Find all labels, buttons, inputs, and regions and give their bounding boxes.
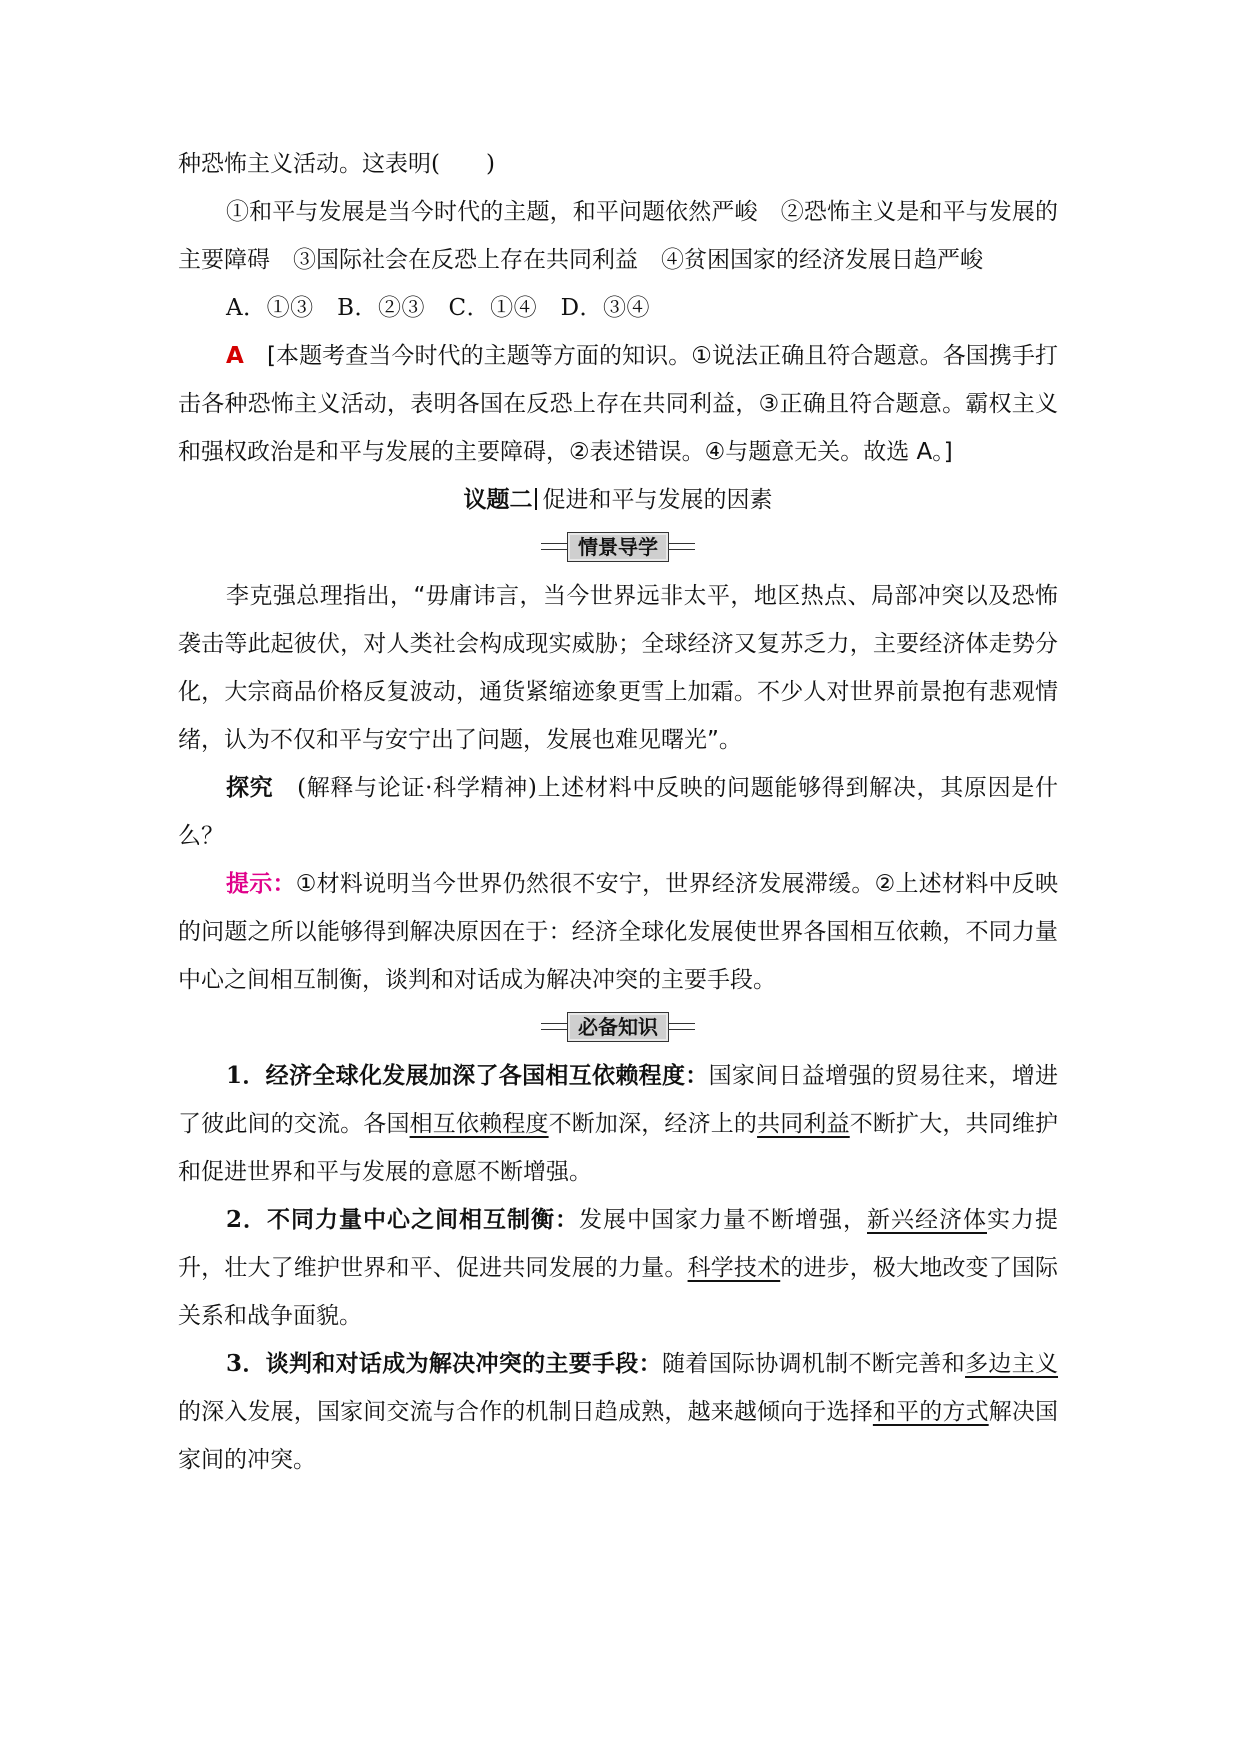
scene-tag bbox=[541, 532, 695, 562]
tag-left-rule bbox=[541, 1020, 567, 1034]
answer-explanation-text: [本题考查当今时代的主题等方面的知识。①说法正确且符合题意。各国携手打击各种恐怖主义活动，表明各国在反恐上存在共同利益，③正确且符合题意。霸权主义和强权政治是和平与发展的主要障碍，②表述错误。④与题意无关。故选 A。] bbox=[178, 343, 1059, 465]
key-term: 和平的方式 bbox=[872, 1399, 989, 1425]
question-statements: ①和平与发展是当今时代的主题，和平问题依然严峻 ②恐怖主义是和平与发展的主要障碍 ③国际社会在反恐上存在共同利益 ④贫困国家的经济发展日趋严峻 bbox=[178, 199, 1058, 273]
hint-paragraph bbox=[178, 860, 1058, 1004]
knowledge-point-3-head: 3．谈判和对话成为解决冲突的主要手段： bbox=[226, 1350, 662, 1377]
knowledge-text: 实力提升，壮大了维护世界和平、促进共同发展的力量。 bbox=[178, 1207, 1058, 1281]
knowledge-text: 不断扩大，共同维护和促进世界和平与发展的意愿不断增强。 bbox=[178, 1111, 1059, 1185]
answer-options: A．①③ B．②③ C．①④ D．③④ bbox=[226, 295, 651, 321]
content-column bbox=[178, 140, 1058, 1484]
hint-label: 提示： bbox=[226, 871, 296, 897]
key-term: 相互依赖程度 bbox=[409, 1111, 549, 1137]
key-term: 科学技术 bbox=[687, 1255, 781, 1281]
knowledge-point-2 bbox=[178, 1196, 1058, 1340]
explore-question bbox=[178, 764, 1058, 860]
knowledge-text: 的深入发展，国家间交流与合作的机制日趋成熟，越来越倾向于选择 bbox=[178, 1399, 873, 1425]
tag-right-rule bbox=[669, 540, 695, 554]
explore-text: (解释与论证·科学精神)上述材料中反映的问题能够得到解决，其原因是什么？ bbox=[178, 775, 1058, 849]
knowledge-text: 解决国家间的冲突。 bbox=[178, 1399, 1059, 1473]
question-continuation: 种恐怖主义活动。这表明( ) bbox=[178, 151, 495, 177]
knowledge-text: 的进步，极大地改变了国际关系和战争面貌。 bbox=[178, 1255, 1059, 1329]
hint-text: ①材料说明当今世界仍然很不安宁，世界经济发展滞缓。②上述材料中反映的问题之所以能够得到解决原因在于：经济全球化发展使世界各国相互依赖，不同力量中心之间相互制衡，谈判和对话成为解决冲突的主要手段。 bbox=[178, 871, 1058, 993]
tag-right-rule bbox=[669, 1020, 695, 1034]
scene-tag-row bbox=[178, 526, 1058, 568]
knowledge-tag bbox=[541, 1012, 695, 1042]
knowledge-text: 发展中国家力量不断增强， bbox=[579, 1207, 867, 1233]
section-heading-title: 促进和平与发展的因素 bbox=[542, 487, 773, 513]
key-term: 新兴经济体 bbox=[867, 1207, 987, 1233]
section-heading-label: 议题二 bbox=[463, 486, 533, 513]
knowledge-point-1-head: 1．经济全球化发展加深了各国相互依赖程度： bbox=[226, 1062, 709, 1089]
knowledge-tag-label: 必备知识 bbox=[567, 1012, 669, 1042]
knowledge-tag-row bbox=[178, 1006, 1058, 1048]
scene-tag-label: 情景导学 bbox=[567, 532, 669, 562]
knowledge-point-3 bbox=[178, 1340, 1058, 1484]
knowledge-point-1 bbox=[178, 1052, 1058, 1196]
key-term: 多边主义 bbox=[965, 1351, 1059, 1377]
tag-left-rule bbox=[541, 540, 567, 554]
answer-explanation bbox=[178, 332, 1058, 476]
section-heading-divider bbox=[535, 488, 537, 510]
knowledge-text: 国家间日益增强的贸易往来，增进了彼此间的交流。各国 bbox=[178, 1063, 1059, 1137]
key-term: 共同利益 bbox=[757, 1111, 850, 1137]
knowledge-text: 不断加深，经济上的 bbox=[548, 1111, 758, 1137]
knowledge-point-2-head: 2．不同力量中心之间相互制衡： bbox=[226, 1206, 579, 1233]
answer-letter: A bbox=[226, 343, 244, 369]
explore-label: 探究 bbox=[226, 774, 274, 801]
knowledge-text: 随着国际协调机制不断完善和 bbox=[661, 1351, 966, 1377]
scene-material: 李克强总理指出，“毋庸讳言，当今世界远非太平，地区热点、局部冲突以及恐怖袭击等此起彼伏，对人类社会构成现实威胁；全球经济又复苏乏力，主要经济体走势分化，大宗商品价格反复波动，通货紧缩迹象更雪上加霜。不少人对世界前景抱有悲观情绪，认为不仅和平与安宁出了问题，发展也难见曙光”。 bbox=[178, 583, 1058, 753]
section-heading bbox=[178, 476, 1058, 524]
